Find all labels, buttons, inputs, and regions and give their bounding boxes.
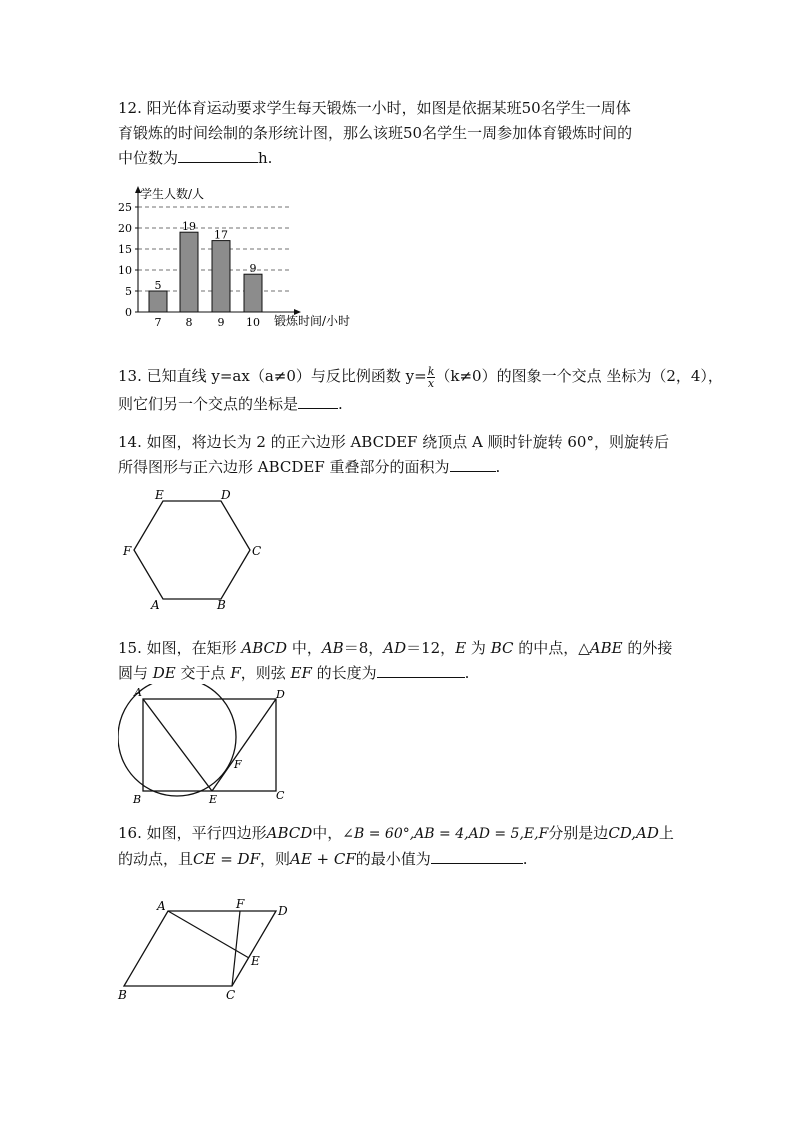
q13-line2 — [118, 392, 678, 417]
parallelogram-abcd — [124, 911, 276, 986]
q16-t2: 中， — [312, 824, 343, 842]
x-tick-label: 8 — [185, 316, 193, 329]
q13-period: . — [338, 395, 343, 413]
q15-t6: 的中点，△ — [513, 639, 590, 657]
q14-line2 — [118, 455, 678, 480]
y-tick-label: 0 — [125, 306, 132, 319]
bar-value-label: 9 — [249, 262, 257, 276]
q16-abcd: ABCD — [266, 824, 313, 842]
label-e: E — [251, 954, 260, 968]
y-tick-label: 10 — [118, 264, 132, 277]
q16-period: . — [522, 850, 528, 868]
q16-t1: 16. 如图，平行四边形 — [118, 824, 267, 842]
x-tick-label: 9 — [217, 316, 225, 329]
bar-value-label: 19 — [182, 220, 196, 234]
q15-t5: 为 — [466, 639, 491, 657]
q15-bc: BC — [490, 639, 514, 657]
x-tick-label: 10 — [246, 316, 260, 329]
question-15 — [118, 636, 678, 686]
q15-line1 — [118, 636, 678, 661]
q12-line1: 12. 阳光体育运动要求学生每天锻炼一小时，如图是依据某班50名学生一周体 — [118, 99, 631, 117]
hexagon-figure — [118, 484, 268, 614]
bar-value-label: 5 — [154, 279, 162, 292]
q16-ae-cf: AE + CF — [290, 850, 356, 868]
q15-abe: ABE — [589, 639, 623, 657]
bar — [149, 291, 167, 312]
fraction-numerator: k — [427, 364, 435, 378]
q12-unit: h. — [258, 149, 273, 167]
segment-ae — [143, 699, 212, 791]
segment-ae — [168, 911, 249, 958]
bar-value-label: 17 — [214, 228, 228, 242]
fraction-denominator: x — [427, 376, 435, 390]
x-axis-label: 锻炼时间/小时 — [274, 314, 351, 328]
label-d: D — [221, 488, 231, 502]
y-tick-label: 15 — [118, 243, 132, 256]
q15-t9: 交于点 — [175, 664, 231, 682]
label-f: F — [234, 758, 242, 771]
label-c: C — [252, 544, 262, 558]
q16-t4: 上 — [658, 824, 674, 842]
y-tick-label: 25 — [118, 201, 132, 214]
q16-conditions: ∠B = 60°,AB = 4,AD = 5,E,F — [342, 826, 549, 842]
question-14 — [118, 430, 678, 480]
q16-cd-ad: CD,AD — [608, 824, 659, 842]
q15-abcd: ABCD — [241, 639, 288, 657]
label-e: E — [155, 488, 164, 502]
q13-text-b: （k≠0）的图象一个交点 坐标为（2，4）， — [435, 367, 723, 385]
q15-t3: ＝8， — [343, 639, 384, 657]
y-tick-label: 20 — [118, 222, 132, 235]
label-d: D — [276, 688, 285, 701]
q16-ce-df: CE = DF — [193, 850, 260, 868]
label-c: C — [226, 988, 236, 1002]
q12-line3-text: 中位数为 — [118, 149, 179, 167]
segment-de — [212, 699, 276, 791]
q16-line1 — [118, 821, 678, 847]
label-b: B — [133, 793, 142, 806]
question-12 — [118, 96, 678, 171]
label-a: A — [157, 899, 166, 913]
q16-t6: ，则 — [259, 850, 290, 868]
q15-period: . — [464, 664, 470, 682]
label-a: A — [134, 686, 142, 699]
q15-de: DE — [152, 664, 176, 682]
label-b: B — [118, 988, 127, 1002]
q15-t7: 的外接 — [622, 639, 673, 657]
q15-t4: ＝12， — [406, 639, 456, 657]
q15-t10: ，则弦 — [240, 664, 291, 682]
hexagon-abcdef — [134, 501, 250, 599]
q16-t3: 分别是边 — [548, 824, 609, 842]
bar — [180, 232, 198, 312]
q14-answer-blank[interactable] — [450, 457, 496, 472]
q15-ad: AD — [383, 639, 407, 657]
question-13 — [118, 360, 723, 417]
label-c: C — [276, 789, 285, 802]
label-d: D — [278, 904, 288, 918]
bar — [212, 241, 230, 312]
label-f: F — [236, 897, 245, 911]
x-tick-label: 7 — [154, 316, 162, 329]
q16-t5: 的动点，且 — [118, 850, 194, 868]
q15-e: E — [455, 639, 467, 657]
q15-answer-blank[interactable] — [377, 663, 465, 678]
q13-text-a: 13. 已知直线 y=ax（a≠0）与反比例函数 y= — [118, 367, 427, 385]
label-a: A — [151, 598, 160, 612]
question-16 — [118, 821, 678, 872]
bar — [244, 274, 262, 312]
circumcircle-abe — [118, 684, 236, 796]
y-axis-label: 学生人数/人 — [140, 187, 205, 201]
q15-line2 — [118, 661, 678, 686]
label-e: E — [209, 793, 218, 806]
parallelogram-figure — [112, 893, 302, 1005]
q12-line2: 育锻炼的时间绘制的条形统计图，那么该班50名学生一周参加体育锻炼时间的 — [118, 124, 633, 142]
q15-t1: 15. 如图，在矩形 — [118, 639, 242, 657]
rectangle-circle-figure — [118, 684, 298, 808]
y-tick-label: 5 — [125, 285, 132, 298]
q14-line2-text: 所得图形与正六边形 ABCDEF 重叠部分的面积为 — [118, 458, 450, 476]
q16-t7: 的最小值为 — [355, 850, 431, 868]
q15-t8: 圆与 — [118, 664, 153, 682]
q13-line2-text: 则它们另一个交点的坐标是 — [118, 395, 299, 413]
q13-answer-blank[interactable] — [298, 394, 338, 409]
q15-t2: 中， — [287, 639, 322, 657]
label-f: F — [123, 544, 132, 558]
q15-f: F — [230, 664, 241, 682]
label-b: B — [217, 598, 226, 612]
q12-answer-blank[interactable] — [178, 148, 258, 163]
q16-line2 — [118, 847, 678, 872]
rectangle-abcd — [143, 699, 276, 791]
q15-ef: EF — [290, 664, 312, 682]
q16-answer-blank[interactable] — [431, 849, 523, 864]
q15-ab: AB — [321, 639, 344, 657]
bar-chart — [118, 182, 378, 342]
q14-line1: 14. 如图，将边长为 2 的正六边形 ABCDEF 绕顶点 A 顺时针旋转 60°，则旋转后 — [118, 433, 669, 451]
q12-line3 — [118, 146, 678, 171]
q15-t11: 的长度为 — [311, 664, 377, 682]
q14-period: . — [495, 458, 501, 476]
q13-line1 — [118, 360, 723, 392]
